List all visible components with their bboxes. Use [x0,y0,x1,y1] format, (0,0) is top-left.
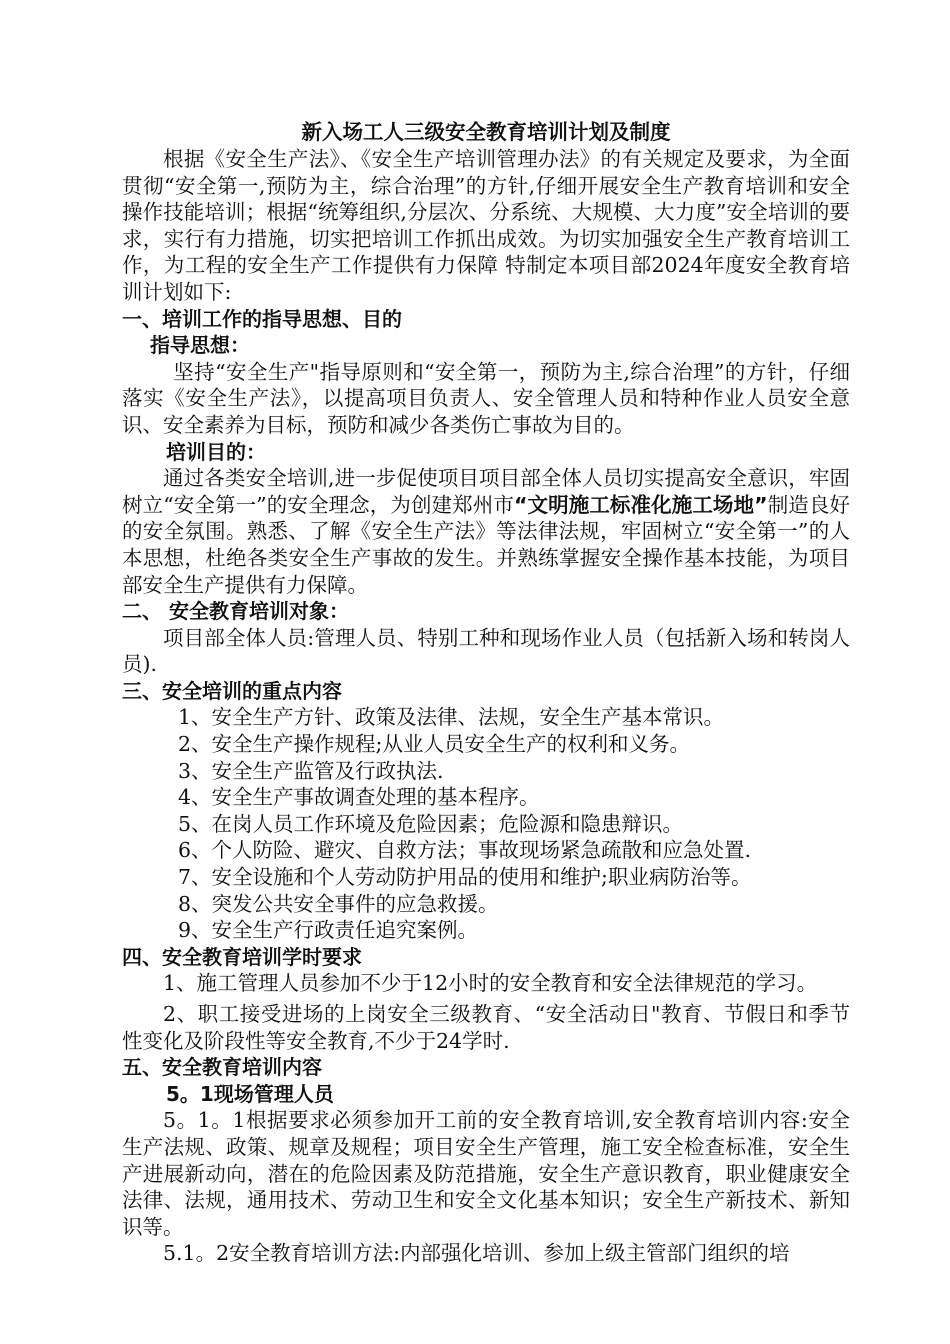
list-item: 7、安全设施和个人劳动防护用品的使用和维护;职业病防治等。 [178,865,752,890]
section-2-heading: 二、 安全教育培训对象： [122,599,349,624]
purpose-emphasis: “文明施工标准化施工场地” [513,492,768,517]
intro-paragraph: 根据《安全生产法》、《安全生产培训管理办法》的有关规定及要求，为全面贯彻“安全第一,预防为主，综合治理”的方针,仔细开展安全生产教育培训和安全操作技能培训；根据“统筹组织,分层次、分系统、大规模、大力度”安全培训的要求，实行有力措施，切实把培训工作抓出成效。为切实加强安全生产教育培训工作，为工程的安全生产工作提供有力保障 特制定本项目部2024年度安全教育培训计划如下: [122,147,850,304]
section-5-subheading: 5。1现场管理人员 [166,1081,334,1106]
section-4-paragraph-2: 2、职工接受进场的上岗安全三级教育、“安全活动日"教育、节假日和季节性变化及阶段性等安全教育,不少于24学时. [122,1002,850,1053]
document-page [122,118,850,1267]
guide-paragraph: 坚持“安全生产"指导原则和“安全第一，预防为主,综合治理”的方针，仔细落实《安全生产法》，以提高项目负责人、安全管理人员和特种作业人员安全意识、安全素养为目标，预防和减少各类伤亡事故为目的。 [122,359,850,437]
guide-heading: 指导思想： [150,333,250,358]
section-5-paragraph-1: 5。1。1根据要求必须参加开工前的安全教育培训,安全教育培训内容:安全生产法规、政策、规章及规程；项目安全生产管理，施工安全检查标准，安全生产进展新动向，潜在的危险因素及防范措施，安全生产意识教育，职业健康安全法律、法规，通用技术、劳动卫生和安全文化基本知识；安全生产新技术、新知识等。 [122,1108,850,1239]
purpose-text-b: 制造良好的安全氛围。熟悉、了解《安全生产法》等法律法规，牢固树立“安全第一”的人本思想，杜绝各类安全生产事故的发生。并熟练掌握安全操作基本技能，为项目部安全生产提供有力保障。 [122,492,850,597]
purpose-heading: 培训目的： [166,439,266,464]
list-item: 1、安全生产方针、政策及法律、法规，安全生产基本常识。 [178,705,725,730]
purpose-paragraph [122,465,850,598]
list-item: 3、安全生产监管及行政执法. [178,758,444,783]
document-title: 新入场工人三级安全教育培训计划及制度 [301,120,671,144]
section-5-paragraph-2: 5.1。2安全教育培训方法:内部强化培训、参加上级主管部门组织的培 [163,1241,790,1266]
list-item: 6、个人防险、避灾、自救方法；事故现场紧急疏散和应急处置. [178,838,752,863]
section-5-heading: 五、安全教育培训内容 [122,1055,322,1080]
list-item: 8、突发公共安全事件的应急救援。 [178,891,499,916]
list-item: 5、在岗人员工作环境及危险因素；危险源和隐患辩识。 [178,811,684,836]
list-item: 4、安全生产事故调查处理的基本程序。 [178,785,540,810]
section-3-heading: 三、安全培训的重点内容 [122,678,342,703]
section-1-heading: 一、培训工作的指导思想、目的 [122,306,402,331]
section-4-heading: 四、安全教育培训学时要求 [122,944,362,969]
list-item: 9、安全生产行政责任追究案例。 [178,918,479,943]
purpose-text-a: 通过各类安全培训,进一步促使项目项目部全体人员切实提高安全意识，牢固树立“安全第一”的安全理念，为创建郑州市 [122,466,850,517]
list-item: 2、安全生产操作规程;从业人员安全生产的权利和义务。 [178,732,690,757]
section-4-paragraph-1: 1、施工管理人员参加不少于12小时的安全教育和安全法律规范的学习。 [163,971,818,996]
section-2-paragraph: 项目部全体人员:管理人员、特别工种和现场作业人员（包括新入场和转岗人员). [122,625,850,677]
